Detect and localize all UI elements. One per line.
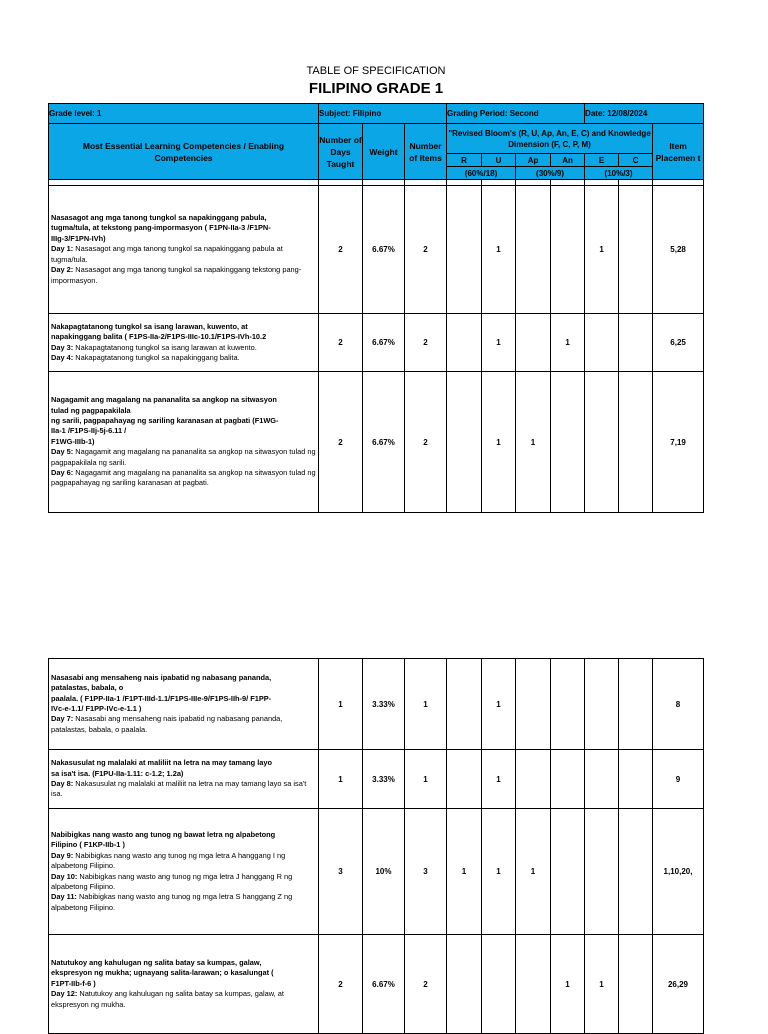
level-an-cell: 1 <box>551 314 585 372</box>
level-u-cell: 1 <box>482 809 516 935</box>
table-row <box>49 186 704 314</box>
level-an-cell <box>551 186 585 314</box>
specification-table-top <box>48 103 704 513</box>
level-e: E <box>585 154 619 167</box>
level-c-cell <box>619 750 653 809</box>
competency-main-line: F1WG-IIIb-1) <box>51 436 95 446</box>
day-text: Nasasabi ang mensaheng nais ipabatid ng nabasang pananda, patalastas, babala, o paalala. <box>51 714 283 734</box>
level-an-cell <box>551 750 585 809</box>
header-days: Number of Days Taught <box>319 124 363 180</box>
level-ap-cell <box>516 314 551 372</box>
item-placement-cell: 1,10,20, <box>653 809 704 935</box>
competency-main-line: Filipino ( F1KP-IIb-1 ) <box>51 840 125 850</box>
level-c-cell <box>619 809 653 935</box>
header-competency: Most Essential Learning Competencies / Enabling Competencies <box>49 124 319 180</box>
date: Date: 12/08/2024 <box>585 104 704 124</box>
competency-cell <box>49 659 319 750</box>
weight-cell: 6.67% <box>363 186 405 314</box>
day-label: Day 1: <box>51 244 74 254</box>
weight-cell: 6.67% <box>363 372 405 513</box>
level-r-cell <box>447 935 482 1034</box>
level-u: U <box>482 154 516 167</box>
document-heading <box>0 64 752 99</box>
level-c-cell <box>619 314 653 372</box>
level-e-cell <box>585 809 619 935</box>
level-r-cell <box>447 659 482 750</box>
days-taught-cell: 2 <box>319 186 363 314</box>
day-entry <box>51 343 316 353</box>
weight-cell: 3.33% <box>363 659 405 750</box>
day-entry <box>51 714 316 735</box>
level-ap-cell: 1 <box>516 372 551 513</box>
grade-level: Grade level: 1 <box>49 104 319 124</box>
level-u-cell: 1 <box>482 314 516 372</box>
competency-cell <box>49 809 319 935</box>
day-entry <box>51 892 316 913</box>
competency-main-line: tugma/tula, at tekstong pang-impormasyon ( F1PN-IIa-3 /F1PN- <box>51 223 271 233</box>
competency-main-line: Nakasusulat ng malalaki at maliliit na letra na may tamang layo <box>51 758 272 768</box>
days-taught-cell: 2 <box>319 372 363 513</box>
competency-cell <box>49 372 319 513</box>
document-title: FILIPINO GRADE 1 <box>308 80 444 97</box>
level-c-cell <box>619 659 653 750</box>
day-label: Day 12: <box>51 989 78 999</box>
day-entry <box>51 353 316 363</box>
level-an: An <box>551 154 585 167</box>
table-row <box>49 809 704 935</box>
day-label: Day 8: <box>51 779 74 788</box>
level-r-cell <box>447 314 482 372</box>
header-placement: Item Placemen t <box>653 124 704 180</box>
item-placement-cell: 9 <box>653 750 704 809</box>
items-cell: 2 <box>405 372 447 513</box>
competency-main-line: paalala. ( F1PP-IIa-1 /F1PT-IIId-1.1/F1PS-IIIe-9/F1PS-IIh-9/ F1PP- <box>51 693 272 703</box>
level-c-cell <box>619 186 653 314</box>
document-supertitle: TABLE OF SPECIFICATION <box>306 65 446 77</box>
table-row <box>49 372 704 513</box>
pct-easy: (60%/18) <box>447 167 516 180</box>
level-u-cell: 1 <box>482 186 516 314</box>
day-entry <box>51 447 316 468</box>
competency-cell <box>49 750 319 809</box>
competency-main-line: ng sarili, pagpapahayag ng sariling karanasan at pagbati (F1WG- <box>51 415 279 425</box>
competency-cell <box>49 186 319 314</box>
day-text: Nabibigkas nang wasto ang tunog ng mga letra J hanggang R ng alpabetong Filipino. <box>51 871 293 891</box>
day-entry <box>51 851 316 872</box>
items-cell: 2 <box>405 314 447 372</box>
day-text: Natutukoy ang kahulugan ng salita batay sa kumpas, galaw, at ekspresyon ng mukha. <box>51 989 284 1009</box>
competency-main-line: Nasasagot ang mga tanong tungkol sa napakinggang pabula, <box>51 213 267 223</box>
level-u-cell: 1 <box>482 750 516 809</box>
days-taught-cell: 1 <box>319 659 363 750</box>
level-an-cell <box>551 659 585 750</box>
level-an-cell <box>551 809 585 935</box>
level-r-cell <box>447 372 482 513</box>
item-placement-cell: 5,28 <box>653 186 704 314</box>
competency-main-line: F1PT-IIb-f-6 ) <box>51 978 96 988</box>
level-ap-cell <box>516 935 551 1034</box>
specification-table-bottom <box>48 658 704 1034</box>
competency-main-line: Nakapagtatanong tungkol sa isang larawan, kuwento, at <box>51 321 248 331</box>
day-label: Day 2: <box>51 265 74 275</box>
level-e-cell: 1 <box>585 186 619 314</box>
level-u-cell <box>482 935 516 1034</box>
level-ap: Ap <box>516 154 551 167</box>
competency-main-line: napakinggang balita ( F1PS-IIa-2/F1PS-IIIc-10.1/F1PS-IVh-10.2 <box>51 332 267 342</box>
day-entry <box>51 265 316 286</box>
competency-main-line: Nagagamit ang magalang na pananalita sa angkop na sitwasyon <box>51 395 277 405</box>
level-c-cell <box>619 372 653 513</box>
level-e-cell <box>585 372 619 513</box>
day-entry <box>51 872 316 893</box>
header-items: Number of Items <box>405 124 447 180</box>
grading-period: Grading Period: Second <box>447 104 585 124</box>
table-row <box>49 935 704 1034</box>
competency-main-line: Natutukoy ang kahulugan ng salita batay sa kumpas, galaw, <box>51 957 262 967</box>
day-label: Day 7: <box>51 714 74 724</box>
day-text: Nabibigkas nang wasto ang tunog ng mga letra S hanggang Z ng alpabetong Filipino. <box>51 892 293 912</box>
level-ap-cell <box>516 659 551 750</box>
weight-cell: 10% <box>363 809 405 935</box>
level-an-cell <box>551 372 585 513</box>
level-u-cell: 1 <box>482 372 516 513</box>
level-ap-cell <box>516 750 551 809</box>
day-entry <box>51 989 316 1010</box>
days-taught-cell: 3 <box>319 809 363 935</box>
days-taught-cell: 2 <box>319 935 363 1034</box>
pct-difficult: (10%/3) <box>585 167 653 180</box>
competency-main-line: tulad ng pagpapakilala <box>51 405 131 415</box>
competency-main-line: ekspresyon ng mukha; ugnayang salita-larawan; o kasalungat ( <box>51 968 274 978</box>
items-cell: 1 <box>405 659 447 750</box>
item-placement-cell: 26,29 <box>653 935 704 1034</box>
header-weight: Weight <box>363 124 405 180</box>
items-cell: 1 <box>405 750 447 809</box>
competency-main-line: Nabibigkas nang wasto ang tunog ng bawat letra ng alpabetong <box>51 829 276 839</box>
item-placement-cell: 6,25 <box>653 314 704 372</box>
level-c-cell <box>619 935 653 1034</box>
item-placement-cell: 8 <box>653 659 704 750</box>
table-row <box>49 659 704 750</box>
competency-main-line: sa isa't isa. (F1PU-IIa-1.11: c-1.2; 1.2a) <box>51 768 184 778</box>
day-entry <box>51 779 316 800</box>
level-e-cell <box>585 750 619 809</box>
weight-cell: 3.33% <box>363 750 405 809</box>
header-blooms: "Revised Bloom's (R, U, Ap, An, E, C) and Knowledge Dimension (F, C, P, M) <box>447 124 653 154</box>
day-entry <box>51 468 316 489</box>
day-text: Nagagamit ang magalang na pananalita sa angkop na sitwasyon tulad ng pagpapahayag ng sariling karanasan at pagbati. <box>51 468 316 488</box>
weight-cell: 6.67% <box>363 314 405 372</box>
day-text: Nasasagot ang mga tanong tungkol sa napakinggang tekstong pang-impormasyon. <box>51 265 302 285</box>
table-row <box>49 314 704 372</box>
day-label: Day 6: <box>51 468 74 478</box>
days-taught-cell: 2 <box>319 314 363 372</box>
day-text: Nagagamit ang magalang na pananalita sa angkop na sitwasyon tulad ng pagpapakilala ng sarili. <box>51 447 316 467</box>
day-label: Day 10: <box>51 871 78 881</box>
day-text: Nabibigkas nang wasto ang tunog ng mga letra A hanggang I ng alpabetong Filipino. <box>51 850 286 871</box>
item-placement-cell: 7,19 <box>653 372 704 513</box>
pct-average: (30%/9) <box>516 167 585 180</box>
day-label: Day 5: <box>51 447 74 457</box>
level-u-cell: 1 <box>482 659 516 750</box>
competency-main-line: IVc-e-1.1/ F1PP-IVc-e-1.1 ) <box>51 704 142 713</box>
level-c: C <box>619 154 653 167</box>
items-cell: 2 <box>405 186 447 314</box>
column-header-row <box>49 124 704 154</box>
weight-cell: 6.67% <box>363 935 405 1034</box>
competency-cell <box>49 935 319 1034</box>
competency-cell <box>49 314 319 372</box>
days-taught-cell: 1 <box>319 750 363 809</box>
subject: Subject: Filipino <box>319 104 447 124</box>
day-text: Nakapagtatanong tungkol sa napakinggang balita. <box>73 352 240 362</box>
info-header-row <box>49 104 704 124</box>
level-r: R <box>447 154 482 167</box>
competency-main-line: IIa-1 /F1PS-IIj-5j-6.11 / <box>51 426 127 436</box>
day-label: Day 11: <box>51 892 77 902</box>
level-ap-cell: 1 <box>516 809 551 935</box>
day-label: Day 4: <box>51 352 74 362</box>
level-e-cell: 1 <box>585 935 619 1034</box>
competency-main-line: patalastas, babala, o <box>51 683 124 693</box>
competency-main-line: IIIg-3/F1PN-IVh) <box>51 233 106 243</box>
day-text: Nakasusulat ng malalaki at maliliit na letra na may tamang layo sa isa't isa. <box>51 779 307 799</box>
competency-main-line: Nasasabi ang mensaheng nais ipabatid ng nabasang pananda, <box>51 672 272 682</box>
level-an-cell: 1 <box>551 935 585 1034</box>
day-label: Day 9: <box>51 850 74 860</box>
table-row <box>49 750 704 809</box>
items-cell: 2 <box>405 935 447 1034</box>
items-cell: 3 <box>405 809 447 935</box>
day-label: Day 3: <box>51 342 74 352</box>
day-text: Nakapagtatanong tungkol sa isang larawan at kuwento. <box>73 342 257 352</box>
level-e-cell <box>585 659 619 750</box>
day-text: Nasasagot ang mga tanong tungkol sa napakinggang pabula at tugma/tula. <box>51 244 283 264</box>
level-r-cell <box>447 186 482 314</box>
level-r-cell <box>447 750 482 809</box>
day-entry <box>51 244 316 265</box>
level-e-cell <box>585 314 619 372</box>
level-r-cell: 1 <box>447 809 482 935</box>
level-ap-cell <box>516 186 551 314</box>
